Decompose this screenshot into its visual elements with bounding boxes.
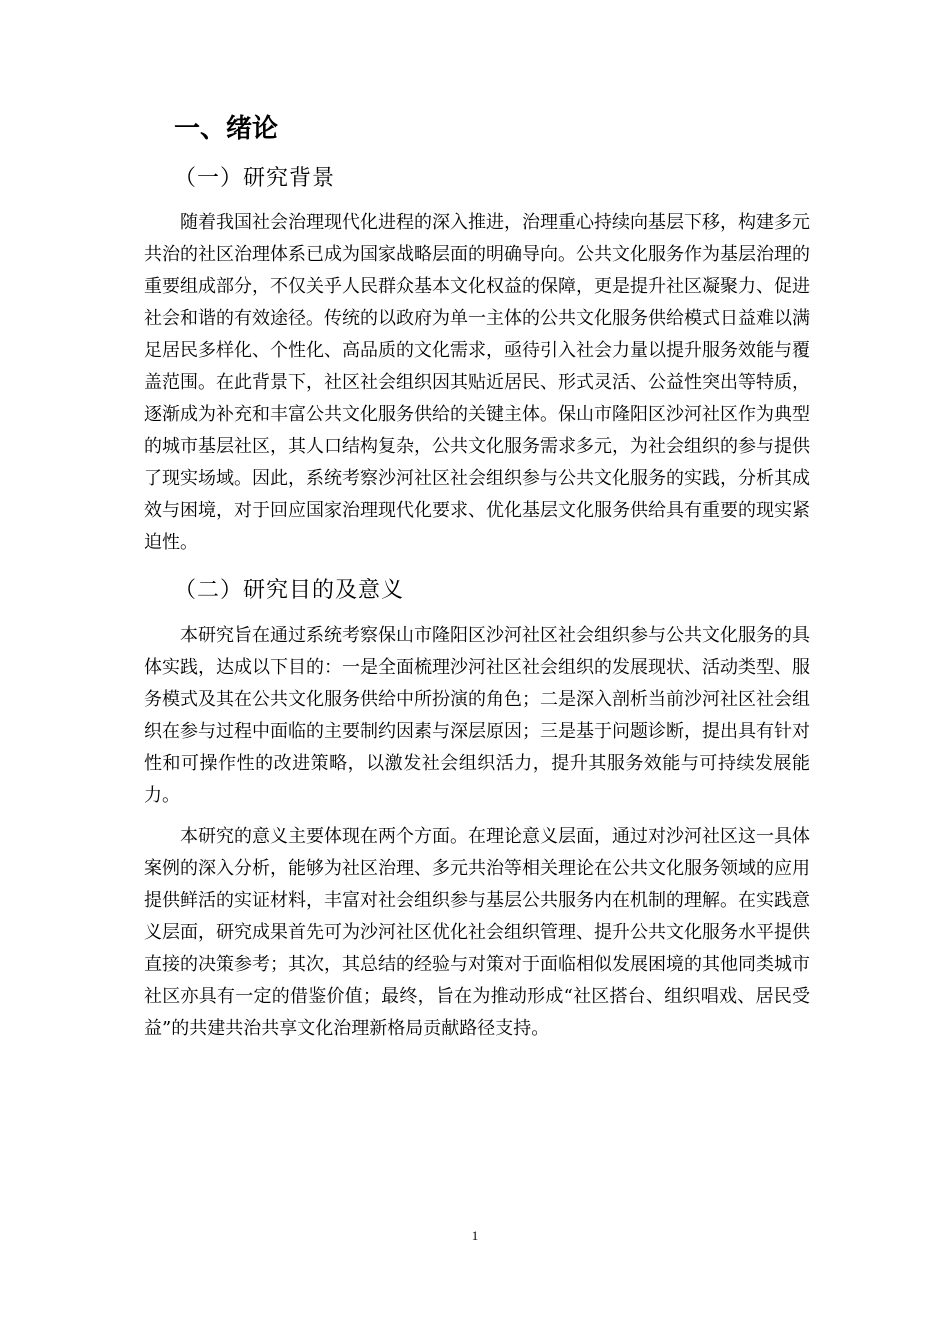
paragraph-purpose: 本研究旨在通过系统考察保山市隆阳区沙河社区社会组织参与公共文化服务的具体实践，达成以下目的：一是全面梳理沙河社区社会组织的发展现状、活动类型、服务模式及其在公共文化服务供给中所扮演的角色；二是深入剖析当前沙河社区社会组织在参与过程中面临的主要制约因素与深层原因；三是基于问题诊断，提出具有针对性和可操作性的改进策略，以激发社会组织活力，提升其服务效能与可持续发展能力。: [144, 625, 810, 806]
page-number: 1: [471, 1228, 479, 1243]
section-heading-background: （一）研究背景: [174, 166, 336, 191]
paragraph-significance: 本研究的意义主要体现在两个方面。在理论意义层面，通过对沙河社区这一具体案例的深入分析，能够为社区治理、多元共治等相关理论在公共文化服务领域的应用提供鲜活的实证材料，丰富对社会组织参与基层公共服务内在机制的理解。在实践意义层面，研究成果首先可为沙河社区优化社会组织管理、提升公共文化服务水平提供直接的决策参考；其次，其总结的经验与对策对于面临相似发展困境的其他同类城市社区亦具有一定的借鉴价值；最终，旨在为推动形成“社区搭台、组织唱戏、居民受益”的共建共治共享文化治理新格局贡献路径支持。: [144, 826, 810, 1039]
page-content: [144, 104, 810, 1045]
section-heading-purpose: （二）研究目的及意义: [174, 578, 405, 603]
chapter-title: 一、绪论: [174, 114, 279, 144]
paragraph-background: 随着我国社会治理现代化进程的深入推进，治理重心持续向基层下移，构建多元共治的社区治理体系已成为国家战略层面的明确导向。公共文化服务作为基层治理的重要组成部分，不仅关乎人民群众基本文化权益的保障，更是提升社区凝聚力、促进社会和谐的有效途径。传统的以政府为单一主体的公共文化服务供给模式日益难以满足居民多样化、个性化、高品质的文化需求，亟待引入社会力量以提升服务效能与覆盖范围。在此背景下，社区社会组织因其贴近居民、形式灵活、公益性突出等特质，逐渐成为补充和丰富公共文化服务供给的关键主体。保山市隆阳区沙河社区作为典型的城市基层社区，其人口结构复杂，公共文化服务需求多元，为社会组织的参与提供了现实场域。因此，系统考察沙河社区社会组织参与公共文化服务的实践，分析其成效与困境，对于回应国家治理现代化要求、优化基层文化服务供给具有重要的现实紧迫性。: [144, 212, 810, 553]
